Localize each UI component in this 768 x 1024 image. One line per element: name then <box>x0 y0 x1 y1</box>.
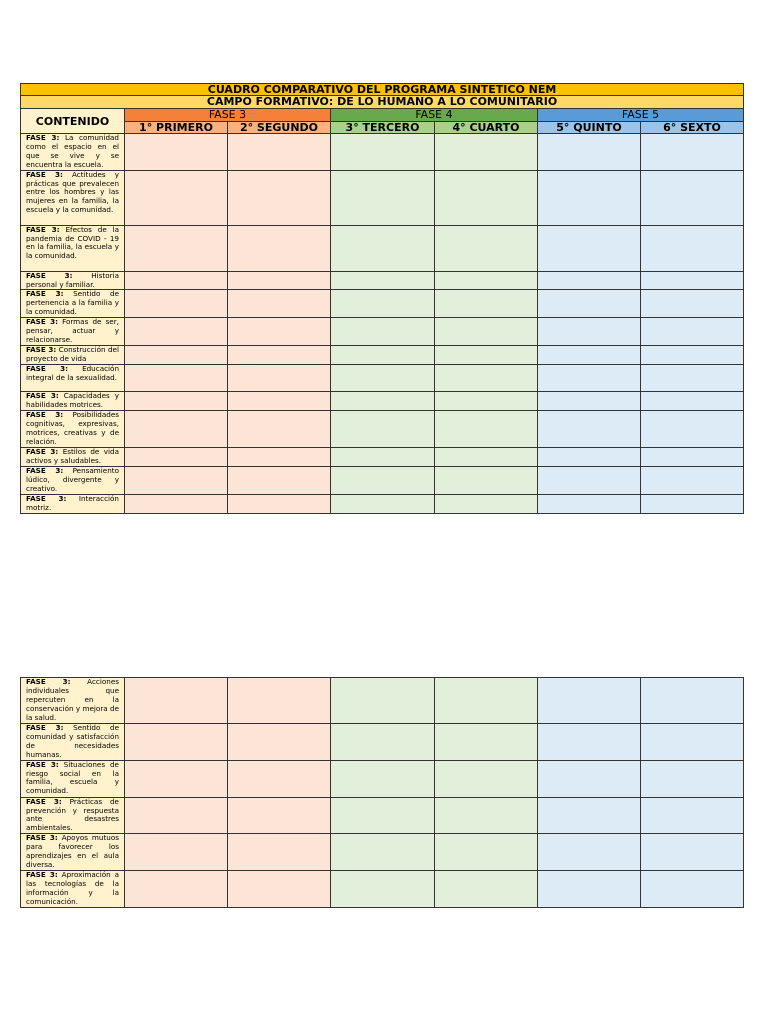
grade-cell-primero[interactable] <box>125 290 228 318</box>
grade-cell-sexto[interactable] <box>641 447 744 466</box>
content-phase-prefix: FASE 3: <box>26 870 58 880</box>
content-phase-prefix: FASE 3: <box>26 364 68 374</box>
table-row <box>21 134 744 171</box>
grade-cell-primero[interactable] <box>125 797 228 834</box>
content-phase-prefix: FASE 3: <box>26 133 60 142</box>
grade-cell-sexto[interactable] <box>641 797 744 834</box>
content-phase-prefix: FASE 3: <box>26 391 59 401</box>
content-cell <box>21 494 125 513</box>
grade-cell-segundo[interactable] <box>228 170 331 225</box>
grade-cell-sexto[interactable] <box>641 724 744 761</box>
grade-cell-segundo[interactable] <box>228 392 331 411</box>
grade-cell-primero[interactable] <box>125 447 228 466</box>
table-row <box>21 494 744 513</box>
grade-cell-cuarto[interactable] <box>435 678 538 724</box>
table-row <box>21 834 744 871</box>
content-cell <box>21 724 125 761</box>
grade-cell-cuarto[interactable] <box>435 271 538 290</box>
content-phase-prefix: FASE 3: <box>26 447 59 456</box>
grade-cell-cuarto[interactable] <box>435 346 538 365</box>
content-phase-prefix: FASE 3: <box>26 677 71 686</box>
content-phase-prefix: FASE 3: <box>26 289 64 299</box>
grade-cell-sexto[interactable] <box>641 318 744 346</box>
grade-cell-quinto[interactable] <box>538 170 641 225</box>
content-phase-prefix: FASE 3: <box>26 317 58 327</box>
grade-cell-cuarto[interactable] <box>435 447 538 466</box>
content-cell <box>21 411 125 448</box>
table-row <box>21 170 744 225</box>
grade-cell-primero[interactable] <box>125 346 228 365</box>
table-row <box>21 797 744 834</box>
grade-cell-quinto[interactable] <box>538 318 641 346</box>
table-row <box>21 290 744 318</box>
grade-cell-cuarto[interactable] <box>435 871 538 908</box>
grade-cell-tercero[interactable] <box>331 271 435 290</box>
grade-cell-primero[interactable] <box>125 225 228 271</box>
grade-cell-primero[interactable] <box>125 365 228 392</box>
grade-cell-segundo[interactable] <box>228 318 331 346</box>
grade-cell-primero[interactable] <box>125 871 228 908</box>
content-text: Efectos de la pandemia de COVID - 19 en la familia, la escuela y la comunidad. <box>26 225 119 261</box>
table-row <box>21 411 744 448</box>
grade-cell-segundo[interactable] <box>228 447 331 466</box>
comparison-table-page-1 <box>20 83 744 514</box>
grade-cell-tercero[interactable] <box>331 346 435 365</box>
grade-cell-tercero[interactable] <box>331 365 435 392</box>
grade-cell-tercero[interactable] <box>331 318 435 346</box>
grade-cell-primero[interactable] <box>125 466 228 494</box>
grade-cell-segundo[interactable] <box>228 871 331 908</box>
grade-cell-cuarto[interactable] <box>435 724 538 761</box>
grade-cell-sexto[interactable] <box>641 170 744 225</box>
grade-cell-sexto[interactable] <box>641 290 744 318</box>
content-cell <box>21 678 125 724</box>
grade-cell-sexto[interactable] <box>641 365 744 392</box>
content-text: Interacción motriz. <box>26 494 119 512</box>
grade-cell-primero[interactable] <box>125 678 228 724</box>
grade-cell-quinto[interactable] <box>538 411 641 448</box>
grade-cell-sexto[interactable] <box>641 466 744 494</box>
grade-cell-segundo[interactable] <box>228 290 331 318</box>
grade-cell-tercero[interactable] <box>331 411 435 448</box>
content-phase-prefix: FASE 3: <box>26 225 60 234</box>
grade-cell-cuarto[interactable] <box>435 411 538 448</box>
grade-header-sexto: 6° SEXTO <box>641 122 744 134</box>
content-phase-prefix: FASE 3: <box>26 494 67 503</box>
grade-cell-cuarto[interactable] <box>435 466 538 494</box>
content-text: Formas de ser, pensar, actuar y relacionarse. <box>26 317 119 345</box>
content-cell <box>21 271 125 290</box>
grade-cell-primero[interactable] <box>125 134 228 171</box>
grade-cell-segundo[interactable] <box>228 271 331 290</box>
grade-cell-quinto[interactable] <box>538 290 641 318</box>
grade-cell-sexto[interactable] <box>641 834 744 871</box>
grade-cell-tercero[interactable] <box>331 170 435 225</box>
grade-cell-sexto[interactable] <box>641 871 744 908</box>
phase-header-fase-4: FASE 4 <box>331 109 538 122</box>
content-text: Historia personal y familiar. <box>26 271 119 289</box>
grade-cell-quinto[interactable] <box>538 447 641 466</box>
content-phase-prefix: FASE 3: <box>26 466 64 475</box>
grade-cell-primero[interactable] <box>125 170 228 225</box>
phase-header-fase-3: FASE 3 <box>125 109 331 122</box>
grade-header-tercero: 3° TERCERO <box>331 122 435 134</box>
content-cell <box>21 466 125 494</box>
content-text: Estilos de vida activos y saludables. <box>26 447 119 465</box>
grade-cell-sexto[interactable] <box>641 494 744 513</box>
content-phase-prefix: FASE 3: <box>26 723 64 732</box>
grade-cell-tercero[interactable] <box>331 225 435 271</box>
grade-cell-quinto[interactable] <box>538 678 641 724</box>
content-cell <box>21 760 125 797</box>
content-text: Pensamiento lúdico, divergente y creativo. <box>26 466 119 493</box>
table-row <box>21 447 744 466</box>
grade-cell-cuarto[interactable] <box>435 134 538 171</box>
grade-cell-tercero[interactable] <box>331 134 435 171</box>
grade-cell-tercero[interactable] <box>331 494 435 513</box>
grade-cell-quinto[interactable] <box>538 871 641 908</box>
grade-cell-cuarto[interactable] <box>435 797 538 834</box>
content-text: Posibilidades cognitivas, expresivas, motrices, creativas y de relación. <box>26 410 119 446</box>
document-title: CUADRO COMPARATIVO DEL PROGRAMA SINTETICO NEM <box>21 84 744 96</box>
grade-cell-primero[interactable] <box>125 724 228 761</box>
grade-cell-quinto[interactable] <box>538 724 641 761</box>
grade-cell-quinto[interactable] <box>538 760 641 797</box>
grade-cell-primero[interactable] <box>125 494 228 513</box>
grade-cell-segundo[interactable] <box>228 760 331 797</box>
grade-cell-segundo[interactable] <box>228 494 331 513</box>
content-phase-prefix: FASE 3: <box>26 797 62 806</box>
grade-cell-tercero[interactable] <box>331 466 435 494</box>
grade-cell-segundo[interactable] <box>228 134 331 171</box>
content-cell <box>21 134 125 171</box>
grade-cell-segundo[interactable] <box>228 411 331 448</box>
grade-cell-primero[interactable] <box>125 760 228 797</box>
content-cell <box>21 797 125 834</box>
grade-cell-segundo[interactable] <box>228 724 331 761</box>
comparison-table-page-2 <box>20 677 744 908</box>
grade-cell-tercero[interactable] <box>331 797 435 834</box>
content-cell <box>21 871 125 908</box>
table-body-page-1 <box>21 84 744 514</box>
content-phase-prefix: FASE 3: <box>26 760 59 769</box>
grade-cell-sexto[interactable] <box>641 392 744 411</box>
content-text: Sentido de comunidad y satisfacción de necesidades humanas. <box>26 723 119 759</box>
grade-cell-quinto[interactable] <box>538 392 641 411</box>
grade-cell-sexto[interactable] <box>641 225 744 271</box>
content-cell <box>21 392 125 411</box>
grade-cell-quinto[interactable] <box>538 466 641 494</box>
content-text: Prácticas de prevención y respuesta ante desastres ambientales. <box>26 797 119 833</box>
content-phase-prefix: FASE 3: <box>26 271 73 280</box>
grade-cell-cuarto[interactable] <box>435 170 538 225</box>
table-row <box>21 346 744 365</box>
grade-cell-sexto[interactable] <box>641 346 744 365</box>
table-row <box>21 760 744 797</box>
content-text: Aproximación a las tecnologías de la información y la comunicación. <box>26 870 119 906</box>
grade-cell-tercero[interactable] <box>331 760 435 797</box>
grade-header-segundo: 2° SEGUNDO <box>228 122 331 134</box>
grade-cell-cuarto[interactable] <box>435 760 538 797</box>
content-cell <box>21 365 125 392</box>
grade-cell-quinto[interactable] <box>538 346 641 365</box>
grade-cell-tercero[interactable] <box>331 447 435 466</box>
table-row <box>21 225 744 271</box>
grade-cell-quinto[interactable] <box>538 365 641 392</box>
table-row <box>21 318 744 346</box>
grade-cell-tercero[interactable] <box>331 871 435 908</box>
grade-cell-sexto[interactable] <box>641 678 744 724</box>
grade-cell-tercero[interactable] <box>331 678 435 724</box>
grade-cell-tercero[interactable] <box>331 724 435 761</box>
grade-cell-cuarto[interactable] <box>435 494 538 513</box>
content-text: Actitudes y prácticas que prevalecen entre los hombres y las mujeres en la familia, la escuela y la comunidad. <box>26 170 119 215</box>
grade-cell-primero[interactable] <box>125 318 228 346</box>
grade-cell-quinto[interactable] <box>538 134 641 171</box>
grade-cell-cuarto[interactable] <box>435 392 538 411</box>
table-body-page-2 <box>21 678 744 908</box>
grade-cell-primero[interactable] <box>125 411 228 448</box>
grade-header-quinto: 5° QUINTO <box>538 122 641 134</box>
grade-header-cuarto: 4° CUARTO <box>435 122 538 134</box>
content-cell <box>21 447 125 466</box>
grade-cell-tercero[interactable] <box>331 290 435 318</box>
grade-header-primero: 1° PRIMERO <box>125 122 228 134</box>
grade-cell-segundo[interactable] <box>228 834 331 871</box>
grade-cell-cuarto[interactable] <box>435 290 538 318</box>
grade-cell-cuarto[interactable] <box>435 318 538 346</box>
grade-cell-primero[interactable] <box>125 271 228 290</box>
grade-cell-sexto[interactable] <box>641 271 744 290</box>
content-cell <box>21 834 125 871</box>
campo-formativo-subtitle: CAMPO FORMATIVO: DE LO HUMANO A LO COMUNITARIO <box>21 96 744 109</box>
table-row <box>21 678 744 724</box>
grade-cell-segundo[interactable] <box>228 365 331 392</box>
grade-cell-segundo[interactable] <box>228 678 331 724</box>
content-cell <box>21 346 125 365</box>
content-text: Educación integral de la sexualidad. <box>26 364 119 383</box>
content-phase-prefix: FASE 3: <box>26 170 63 179</box>
grade-cell-sexto[interactable] <box>641 134 744 171</box>
grade-cell-quinto[interactable] <box>538 271 641 290</box>
grade-cell-quinto[interactable] <box>538 797 641 834</box>
grade-cell-quinto[interactable] <box>538 225 641 271</box>
grade-cell-segundo[interactable] <box>228 466 331 494</box>
grade-cell-quinto[interactable] <box>538 494 641 513</box>
content-text: Sentido de pertenencia a la familia y la comunidad. <box>26 289 119 317</box>
content-text: Capacidades y habilidades motrices. <box>26 391 119 410</box>
grade-cell-segundo[interactable] <box>228 225 331 271</box>
grade-cell-cuarto[interactable] <box>435 365 538 392</box>
table-row <box>21 271 744 290</box>
content-text: Situaciones de riesgo social en la familia, escuela y comunidad. <box>26 760 119 796</box>
table-row <box>21 466 744 494</box>
content-cell <box>21 290 125 318</box>
grade-cell-cuarto[interactable] <box>435 225 538 271</box>
table-row <box>21 724 744 761</box>
content-cell <box>21 170 125 225</box>
content-text: La comunidad como el espacio en el que se vive y se encuentra la escuela. <box>26 133 119 169</box>
content-cell <box>21 225 125 271</box>
grade-cell-tercero[interactable] <box>331 834 435 871</box>
content-text: Construcción del proyecto de vida <box>26 345 119 364</box>
content-phase-prefix: FASE 3: <box>26 410 64 420</box>
table-row <box>21 365 744 392</box>
grade-cell-primero[interactable] <box>125 834 228 871</box>
table-row <box>21 871 744 908</box>
content-text: Acciones individuales que repercuten en la conservación y mejora de la salud. <box>26 677 119 722</box>
table-row <box>21 392 744 411</box>
grade-cell-segundo[interactable] <box>228 797 331 834</box>
content-phase-prefix: FASE 3: <box>26 833 58 843</box>
phase-header-fase-5: FASE 5 <box>538 109 744 122</box>
content-cell <box>21 318 125 346</box>
contenido-header: CONTENIDO <box>21 109 125 134</box>
grade-cell-sexto[interactable] <box>641 760 744 797</box>
grade-cell-segundo[interactable] <box>228 346 331 365</box>
grade-cell-sexto[interactable] <box>641 411 744 448</box>
grade-cell-quinto[interactable] <box>538 834 641 871</box>
grade-cell-primero[interactable] <box>125 392 228 411</box>
grade-cell-cuarto[interactable] <box>435 834 538 871</box>
grade-cell-tercero[interactable] <box>331 392 435 411</box>
content-text: Apoyos mutuos para favorecer los aprendizajes en el aula diversa. <box>26 833 119 869</box>
content-phase-prefix: FASE 3: <box>26 345 57 355</box>
